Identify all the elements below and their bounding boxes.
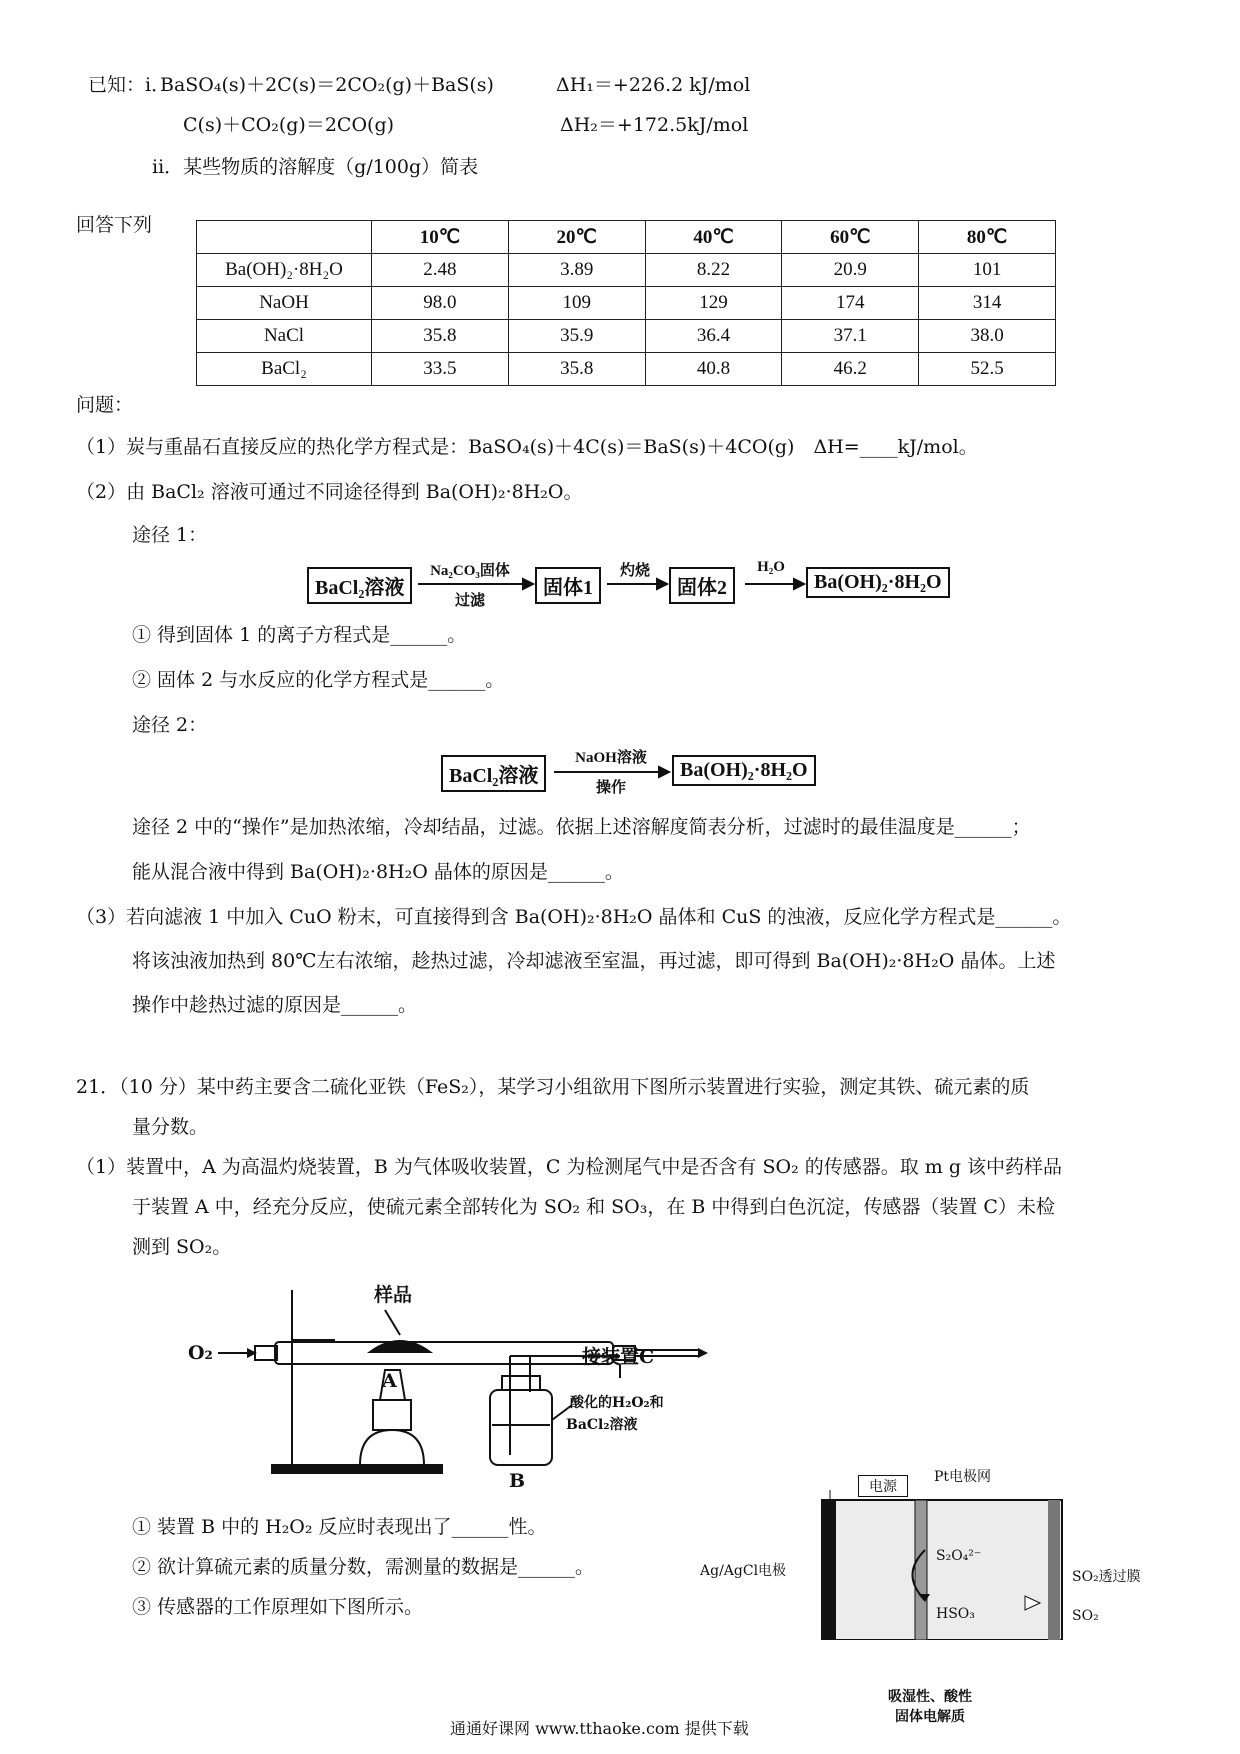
question-21-1b: 于装置 A 中，经充分反应，使硫元素全部转化为 SO₂ 和 SO₃，在 B 中得到白色沉淀，传感器（装置 C）未检 <box>132 1196 1055 1218</box>
table-cell: 2.48 <box>372 254 509 287</box>
equation-2: C(s)＋CO₂(g)＝2CO(g) <box>183 114 395 136</box>
table-cell: 52.5 <box>919 353 1056 386</box>
question-21-1c: 测到 SO₂。 <box>132 1236 232 1258</box>
table-cell: 174 <box>782 287 919 320</box>
delta-h2: ΔH₂＝+172.5kJ/mol <box>560 114 749 136</box>
answer-prefix: 回答下列 <box>76 214 153 236</box>
sub-question-3: ③ 传感器的工作原理如下图所示。 <box>132 1596 424 1618</box>
equation-1: BaSO₄(s)＋2C(s)＝2CO₂(g)＋BaS(s) <box>160 74 494 96</box>
label-a: A <box>382 1370 397 1392</box>
solubility-intro: ii．某些物质的溶解度（g/100g）简表 <box>152 156 479 178</box>
table-header-cell: 20℃ <box>508 221 645 254</box>
hso3-label: HSO₃ <box>936 1606 975 1622</box>
flow2-arrow-top: NaOH溶液 <box>575 750 647 766</box>
table-header-cell: 80℃ <box>919 221 1056 254</box>
table-cell: 98.0 <box>372 287 509 320</box>
table-cell: 314 <box>919 287 1056 320</box>
table-cell: 35.8 <box>508 353 645 386</box>
table-header-cell: 60℃ <box>782 221 919 254</box>
question-word: 问题： <box>76 394 134 416</box>
s2o4-label: S₂O₄²⁻ <box>936 1548 982 1564</box>
table-cell: 37.1 <box>782 320 919 353</box>
table-cell: 40.8 <box>645 353 782 386</box>
question-2-3a: 途径 2 中的“操作”是加热浓缩，冷却结晶，过滤。依据上述溶解度简表分析，过滤时的最佳温度是______； <box>132 816 1031 838</box>
path-2-label: 途径 2： <box>132 714 208 736</box>
question-21b: 量分数。 <box>132 1116 209 1138</box>
table-header-cell: 40℃ <box>645 221 782 254</box>
delta-h1: ΔH₁＝+226.2 kJ/mol <box>556 74 751 96</box>
table-cell: 101 <box>919 254 1056 287</box>
table-cell: 38.0 <box>919 320 1056 353</box>
sample-label: 样品 <box>374 1284 413 1306</box>
solution-label-2: BaCl₂溶液 <box>566 1417 638 1433</box>
sub-question-2: ② 欲计算硫元素的质量分数，需测量的数据是______。 <box>132 1556 595 1578</box>
solution-label-1: 酸化的H₂O₂和 <box>570 1395 664 1411</box>
flow1-box-solid1: 固体1 <box>535 567 601 604</box>
o2-label: O₂ <box>188 1342 213 1364</box>
flow2-box-product: Ba(OH)₂·8H₂O <box>672 755 816 786</box>
question-21-1a: （1）装置中，A 为高温灼烧装置，B 为气体吸收装置，C 为检测尾气中是否含有 SO₂ 的传感器。取 m g 该中药样品 <box>76 1156 1063 1178</box>
question-2-3b: 能从混合液中得到 Ba(OH)₂·8H₂O 晶体的原因是______。 <box>132 861 624 883</box>
table-header-cell: 10℃ <box>372 221 509 254</box>
flow1-arrow3-top: H₂O <box>757 559 785 575</box>
question-2-1: ① 得到固体 1 的离子方程式是______。 <box>132 624 467 646</box>
path-1-label: 途径 1： <box>132 524 208 546</box>
table-cell: 46.2 <box>782 353 919 386</box>
question-21a: 21．（10 分）某中药主要含二硫化亚铁（FeS₂），某学习小组欲用下图所示装置进行实验，测定其铁、硫元素的质 <box>76 1076 1030 1098</box>
table-cell: 35.8 <box>372 320 509 353</box>
table-cell: Ba(OH)₂·8H₂O <box>197 254 372 287</box>
to-device-c-label: 接装置C <box>582 1346 655 1368</box>
table-cell: NaCl <box>197 320 372 353</box>
table-cell: NaOH <box>197 287 372 320</box>
question-3b: 将该浊液加热到 80℃左右浓缩，趁热过滤，冷却滤液至室温，再过滤，即可得到 Ba(OH)₂·8H₂O 晶体。上述 <box>132 950 1056 972</box>
flow1-arrow2-top: 灼烧 <box>619 563 650 579</box>
flow1-box-solid2: 固体2 <box>669 567 735 604</box>
sub-question-1: ① 装置 B 中的 H₂O₂ 反应时表现出了______性。 <box>132 1516 547 1538</box>
electrolyte-label-1: 吸湿性、酸性 <box>888 1689 972 1705</box>
table-cell: 8.22 <box>645 254 782 287</box>
table-cell: 129 <box>645 287 782 320</box>
label-b: B <box>509 1470 526 1492</box>
table-cell: 35.9 <box>508 320 645 353</box>
pt-electrode-label: Pt电极网 <box>934 1469 992 1485</box>
known-prefix: 已知：i． <box>88 74 171 96</box>
flow1-box-bacl2: BaCl₂溶液 <box>307 567 412 604</box>
flow1-arrow1-top: Na₂CO₃固体 <box>430 563 510 579</box>
table-cell: BaCl₂ <box>197 353 372 386</box>
flow2-box-bacl2: BaCl₂溶液 <box>441 755 546 792</box>
so2-label: SO₂ <box>1072 1608 1099 1624</box>
flow1-arrow1-bottom: 过滤 <box>454 593 485 609</box>
power-label: 电源 <box>858 1475 908 1497</box>
footer: 通通好课网 www.tthaoke.com 提供下载 <box>450 1719 749 1738</box>
flow2-arrow-bottom: 操作 <box>595 780 626 796</box>
table-cell: 109 <box>508 287 645 320</box>
membrane-label: SO₂透过膜 <box>1072 1569 1141 1585</box>
ag-electrode-label: Ag/AgCl电极 <box>700 1563 787 1579</box>
question-2-2: ② 固体 2 与水反应的化学方程式是______。 <box>132 669 505 691</box>
flow1-box-product: Ba(OH)₂·8H₂O <box>806 567 950 598</box>
flow2-arrow <box>0 700 1240 800</box>
question-2: （2）由 BaCl₂ 溶液可通过不同途径得到 Ba(OH)₂·8H₂O。 <box>76 481 583 503</box>
table-cell: 36.4 <box>645 320 782 353</box>
table-cell: 3.89 <box>508 254 645 287</box>
table-cell: 33.5 <box>372 353 509 386</box>
flow1-arrows <box>0 0 1240 700</box>
table-cell: 20.9 <box>782 254 919 287</box>
question-3a: （3）若向滤液 1 中加入 CuO 粉末，可直接得到含 Ba(OH)₂·8H₂O 晶体和 CuS 的浊液，反应化学方程式是______。 <box>76 906 1072 928</box>
question-1: （1）炭与重晶石直接反应的热化学方程式是：BaSO₄(s)＋4C(s)＝BaS(s)＋4CO(g) ΔH=____kJ/mol。 <box>76 436 978 458</box>
apparatus-diagram <box>180 1280 720 1485</box>
question-3c: 操作中趁热过滤的原因是______。 <box>132 994 418 1016</box>
electrolyte-label-2: 固体电解质 <box>895 1709 965 1725</box>
